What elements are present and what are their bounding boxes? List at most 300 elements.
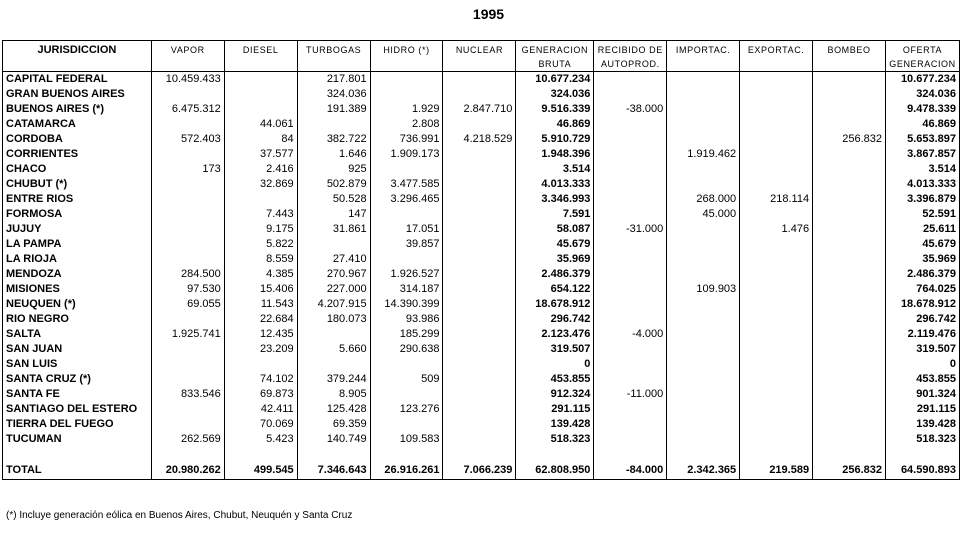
value-cell xyxy=(443,417,516,432)
value-cell: 46.869 xyxy=(885,117,959,132)
value-cell xyxy=(813,432,886,447)
table-row xyxy=(3,177,960,192)
value-cell: 2.416 xyxy=(224,162,297,177)
value-cell xyxy=(443,72,516,88)
table-row xyxy=(3,417,960,432)
value-cell: 217.801 xyxy=(297,72,370,88)
value-cell: 12.435 xyxy=(224,327,297,342)
value-cell: -4.000 xyxy=(594,327,667,342)
value-cell: 9.478.339 xyxy=(885,102,959,117)
column-header xyxy=(516,41,594,72)
column-header-line1: RECIBIDO DE xyxy=(597,45,663,55)
value-cell: 291.115 xyxy=(516,402,594,417)
value-cell xyxy=(813,402,886,417)
value-cell xyxy=(667,177,740,192)
value-cell xyxy=(667,297,740,312)
value-cell: 382.722 xyxy=(297,132,370,147)
column-header-line1: DIESEL xyxy=(242,45,279,55)
value-cell xyxy=(667,117,740,132)
value-cell xyxy=(370,417,443,432)
table-row xyxy=(3,147,960,162)
value-cell xyxy=(740,357,813,372)
value-cell: 3.346.993 xyxy=(516,192,594,207)
value-cell xyxy=(740,342,813,357)
value-cell: 3.296.465 xyxy=(370,192,443,207)
table-row xyxy=(3,402,960,417)
value-cell: 185.299 xyxy=(370,327,443,342)
value-cell xyxy=(151,312,224,327)
value-cell: 22.684 xyxy=(224,312,297,327)
total-value: 7.346.643 xyxy=(297,461,370,480)
value-cell: 5.660 xyxy=(297,342,370,357)
value-cell: 69.873 xyxy=(224,387,297,402)
value-cell: 139.428 xyxy=(885,417,959,432)
value-cell xyxy=(151,372,224,387)
value-cell: 379.244 xyxy=(297,372,370,387)
value-cell xyxy=(443,192,516,207)
table-row xyxy=(3,342,960,357)
column-header-line1: NUCLEAR xyxy=(455,45,504,55)
value-cell xyxy=(443,282,516,297)
value-cell xyxy=(443,387,516,402)
value-cell: 3.514 xyxy=(516,162,594,177)
value-cell xyxy=(813,282,886,297)
value-cell: 109.583 xyxy=(370,432,443,447)
value-cell: 3.477.585 xyxy=(370,177,443,192)
value-cell: 9.516.339 xyxy=(516,102,594,117)
total-value: 2.342.365 xyxy=(667,461,740,480)
total-row xyxy=(3,461,960,480)
total-value: 256.832 xyxy=(813,461,886,480)
value-cell: 5.423 xyxy=(224,432,297,447)
total-value: 20.980.262 xyxy=(151,461,224,480)
value-cell xyxy=(667,387,740,402)
value-cell: 93.986 xyxy=(370,312,443,327)
value-cell xyxy=(813,417,886,432)
total-value: 62.808.950 xyxy=(516,461,594,480)
value-cell: 319.507 xyxy=(516,342,594,357)
value-cell xyxy=(740,402,813,417)
value-cell: 46.869 xyxy=(516,117,594,132)
value-cell xyxy=(594,207,667,222)
value-cell xyxy=(443,312,516,327)
total-value: 26.916.261 xyxy=(370,461,443,480)
value-cell xyxy=(151,117,224,132)
value-cell: 296.742 xyxy=(885,312,959,327)
value-cell xyxy=(594,132,667,147)
value-cell xyxy=(813,267,886,282)
value-cell xyxy=(443,222,516,237)
value-cell: 314.187 xyxy=(370,282,443,297)
value-cell xyxy=(740,177,813,192)
value-cell: 5.822 xyxy=(224,237,297,252)
value-cell: 296.742 xyxy=(516,312,594,327)
jurisdiction-cell: SALTA xyxy=(3,327,152,342)
value-cell xyxy=(740,417,813,432)
value-cell: 324.036 xyxy=(297,87,370,102)
value-cell: 32.869 xyxy=(224,177,297,192)
value-cell: 35.969 xyxy=(516,252,594,267)
jurisdiction-cell: CHUBUT (*) xyxy=(3,177,152,192)
spacer-cell xyxy=(443,447,516,461)
value-cell: 3.867.857 xyxy=(885,147,959,162)
value-cell: 2.847.710 xyxy=(443,102,516,117)
table-row xyxy=(3,252,960,267)
value-cell: 74.102 xyxy=(224,372,297,387)
value-cell: 1.925.741 xyxy=(151,327,224,342)
value-cell xyxy=(594,162,667,177)
value-cell: 1.948.396 xyxy=(516,147,594,162)
value-cell xyxy=(813,237,886,252)
spacer-cell xyxy=(813,447,886,461)
value-cell xyxy=(297,117,370,132)
column-header-line1: VAPOR xyxy=(170,45,205,55)
value-cell xyxy=(443,357,516,372)
value-cell xyxy=(224,102,297,117)
value-cell xyxy=(594,342,667,357)
value-cell: 52.591 xyxy=(885,207,959,222)
value-cell xyxy=(740,132,813,147)
table-row xyxy=(3,387,960,402)
column-header xyxy=(813,41,886,72)
value-cell: -11.000 xyxy=(594,387,667,402)
table-row xyxy=(3,117,960,132)
value-cell: 50.528 xyxy=(297,192,370,207)
value-cell xyxy=(443,327,516,342)
value-cell xyxy=(443,87,516,102)
value-cell xyxy=(151,342,224,357)
value-cell: 17.051 xyxy=(370,222,443,237)
value-cell xyxy=(370,162,443,177)
value-cell: 256.832 xyxy=(813,132,886,147)
value-cell xyxy=(813,192,886,207)
value-cell: 509 xyxy=(370,372,443,387)
page-title: 1995 xyxy=(472,6,505,22)
value-cell xyxy=(740,312,813,327)
jurisdiction-cell: CATAMARCA xyxy=(3,117,152,132)
jurisdiction-cell: JUJUY xyxy=(3,222,152,237)
value-cell xyxy=(151,417,224,432)
table-row xyxy=(3,207,960,222)
value-cell xyxy=(667,432,740,447)
jurisdiction-cell: TIERRA DEL FUEGO xyxy=(3,417,152,432)
column-header xyxy=(3,41,152,72)
value-cell: 37.577 xyxy=(224,147,297,162)
value-cell: 324.036 xyxy=(885,87,959,102)
value-cell xyxy=(443,297,516,312)
value-cell: 69.359 xyxy=(297,417,370,432)
value-cell xyxy=(667,312,740,327)
value-cell xyxy=(297,237,370,252)
jurisdiction-cell: SAN JUAN xyxy=(3,342,152,357)
total-value: 64.590.893 xyxy=(885,461,959,480)
value-cell xyxy=(667,267,740,282)
jurisdiction-cell: BUENOS AIRES (*) xyxy=(3,102,152,117)
value-cell xyxy=(370,252,443,267)
spacer-cell xyxy=(151,447,224,461)
value-cell xyxy=(813,297,886,312)
value-cell: 27.410 xyxy=(297,252,370,267)
value-cell xyxy=(224,87,297,102)
value-cell xyxy=(224,72,297,88)
value-cell: 925 xyxy=(297,162,370,177)
jurisdiction-cell: MENDOZA xyxy=(3,267,152,282)
value-cell xyxy=(740,147,813,162)
value-cell xyxy=(594,297,667,312)
spacer-cell xyxy=(3,447,152,461)
value-cell xyxy=(443,147,516,162)
column-header-line1: TURBOGAS xyxy=(305,45,362,55)
jurisdiction-cell: LA PAMPA xyxy=(3,237,152,252)
value-cell xyxy=(594,267,667,282)
value-cell: 4.218.529 xyxy=(443,132,516,147)
value-cell xyxy=(813,147,886,162)
table-header-row xyxy=(3,41,960,72)
value-cell: 572.403 xyxy=(151,132,224,147)
column-header-line1: GENERACION xyxy=(521,45,589,55)
value-cell: 10.459.433 xyxy=(151,72,224,88)
value-cell xyxy=(443,207,516,222)
value-cell: 39.857 xyxy=(370,237,443,252)
value-cell: 4.385 xyxy=(224,267,297,282)
column-header xyxy=(740,41,813,72)
value-cell: 44.061 xyxy=(224,117,297,132)
jurisdiction-cell: CORDOBA xyxy=(3,132,152,147)
value-cell: 14.390.399 xyxy=(370,297,443,312)
value-cell xyxy=(224,357,297,372)
total-value: 7.066.239 xyxy=(443,461,516,480)
value-cell: 4.207.915 xyxy=(297,297,370,312)
column-header-line1: OFERTA xyxy=(902,45,943,55)
jurisdiction-cell: TUCUMAN xyxy=(3,432,152,447)
column-header-line1: EXPORTAC. xyxy=(747,45,805,55)
value-cell: 140.749 xyxy=(297,432,370,447)
value-cell: 8.559 xyxy=(224,252,297,267)
value-cell: 0 xyxy=(516,357,594,372)
value-cell xyxy=(370,357,443,372)
value-cell: 84 xyxy=(224,132,297,147)
value-cell: 180.073 xyxy=(297,312,370,327)
value-cell: 218.114 xyxy=(740,192,813,207)
value-cell xyxy=(594,237,667,252)
value-cell xyxy=(813,117,886,132)
value-cell: 7.443 xyxy=(224,207,297,222)
column-header xyxy=(443,41,516,72)
value-cell xyxy=(370,72,443,88)
value-cell xyxy=(594,432,667,447)
jurisdiction-cell: NEUQUEN (*) xyxy=(3,297,152,312)
table-row xyxy=(3,192,960,207)
value-cell: 453.855 xyxy=(885,372,959,387)
value-cell xyxy=(667,357,740,372)
value-cell xyxy=(813,102,886,117)
value-cell xyxy=(667,342,740,357)
value-cell: 290.638 xyxy=(370,342,443,357)
value-cell xyxy=(740,72,813,88)
value-cell xyxy=(740,387,813,402)
column-header-line2: GENERACION xyxy=(889,59,956,69)
value-cell: 284.500 xyxy=(151,267,224,282)
value-cell xyxy=(443,177,516,192)
value-cell: 25.611 xyxy=(885,222,959,237)
value-cell: -38.000 xyxy=(594,102,667,117)
value-cell xyxy=(667,162,740,177)
value-cell xyxy=(594,177,667,192)
spacer-cell xyxy=(740,447,813,461)
value-cell: 10.677.234 xyxy=(516,72,594,88)
value-cell xyxy=(443,372,516,387)
value-cell xyxy=(813,207,886,222)
value-cell: 1.926.527 xyxy=(370,267,443,282)
value-cell: 764.025 xyxy=(885,282,959,297)
value-cell: 324.036 xyxy=(516,87,594,102)
value-cell xyxy=(740,87,813,102)
value-cell xyxy=(594,72,667,88)
value-cell xyxy=(443,252,516,267)
value-cell xyxy=(151,357,224,372)
value-cell: 8.905 xyxy=(297,387,370,402)
column-header-line2: BRUTA xyxy=(538,59,572,69)
value-cell: 147 xyxy=(297,207,370,222)
spacer-cell xyxy=(297,447,370,461)
value-cell: 97.530 xyxy=(151,282,224,297)
value-cell: 2.486.379 xyxy=(516,267,594,282)
value-cell xyxy=(151,192,224,207)
value-cell xyxy=(740,282,813,297)
table-row xyxy=(3,312,960,327)
value-cell xyxy=(151,402,224,417)
value-cell: 4.013.333 xyxy=(885,177,959,192)
value-cell: 31.861 xyxy=(297,222,370,237)
value-cell xyxy=(151,177,224,192)
value-cell: 5.910.729 xyxy=(516,132,594,147)
table-row xyxy=(3,222,960,237)
value-cell: 173 xyxy=(151,162,224,177)
value-cell xyxy=(813,87,886,102)
table-row xyxy=(3,87,960,102)
table-row xyxy=(3,72,960,88)
value-cell: 35.969 xyxy=(885,252,959,267)
value-cell: 3.396.879 xyxy=(885,192,959,207)
value-cell xyxy=(594,252,667,267)
value-cell: 45.000 xyxy=(667,207,740,222)
value-cell: 2.808 xyxy=(370,117,443,132)
value-cell: 2.119.476 xyxy=(885,327,959,342)
spacer-cell xyxy=(594,447,667,461)
column-header-line1: IMPORTAC. xyxy=(675,45,731,55)
value-cell xyxy=(667,132,740,147)
value-cell xyxy=(667,72,740,88)
table-row xyxy=(3,132,960,147)
column-header-line1: BOMBEO xyxy=(827,45,871,55)
value-cell: 42.411 xyxy=(224,402,297,417)
value-cell xyxy=(594,147,667,162)
value-cell: 69.055 xyxy=(151,297,224,312)
spacer-cell xyxy=(667,447,740,461)
value-cell: 45.679 xyxy=(885,237,959,252)
value-cell xyxy=(297,327,370,342)
column-header xyxy=(667,41,740,72)
value-cell xyxy=(740,207,813,222)
value-cell: 1.476 xyxy=(740,222,813,237)
value-cell: 125.428 xyxy=(297,402,370,417)
value-cell xyxy=(370,207,443,222)
value-cell: 7.591 xyxy=(516,207,594,222)
value-cell: 5.653.897 xyxy=(885,132,959,147)
value-cell xyxy=(740,372,813,387)
column-header xyxy=(885,41,959,72)
spacer-cell xyxy=(885,447,959,461)
value-cell xyxy=(594,117,667,132)
column-header-line2: AUTOPROD. xyxy=(600,59,660,69)
total-value: 219.589 xyxy=(740,461,813,480)
value-cell xyxy=(813,357,886,372)
jurisdiction-cell: GRAN BUENOS AIRES xyxy=(3,87,152,102)
value-cell: 1.929 xyxy=(370,102,443,117)
value-cell xyxy=(667,327,740,342)
value-cell: 123.276 xyxy=(370,402,443,417)
value-cell: 139.428 xyxy=(516,417,594,432)
value-cell xyxy=(667,417,740,432)
value-cell xyxy=(667,372,740,387)
total-label: TOTAL xyxy=(3,461,152,480)
value-cell xyxy=(740,432,813,447)
value-cell: 912.324 xyxy=(516,387,594,402)
value-cell xyxy=(740,162,813,177)
value-cell xyxy=(151,237,224,252)
value-cell xyxy=(151,147,224,162)
jurisdiction-cell: ENTRE RIOS xyxy=(3,192,152,207)
table-row xyxy=(3,237,960,252)
spacer-cell xyxy=(370,447,443,461)
table-row xyxy=(3,357,960,372)
value-cell xyxy=(594,312,667,327)
column-header xyxy=(224,41,297,72)
jurisdiction-cell: CORRIENTES xyxy=(3,147,152,162)
spacer-row xyxy=(3,447,960,461)
value-cell xyxy=(813,372,886,387)
value-cell xyxy=(594,402,667,417)
value-cell xyxy=(813,342,886,357)
value-cell: 4.013.333 xyxy=(516,177,594,192)
value-cell: 191.389 xyxy=(297,102,370,117)
value-cell xyxy=(594,357,667,372)
value-cell: 502.879 xyxy=(297,177,370,192)
value-cell xyxy=(813,312,886,327)
value-cell xyxy=(813,222,886,237)
value-cell xyxy=(813,177,886,192)
jurisdiction-cell: CAPITAL FEDERAL xyxy=(3,72,152,88)
column-header xyxy=(370,41,443,72)
value-cell xyxy=(740,297,813,312)
value-cell: 518.323 xyxy=(885,432,959,447)
value-cell xyxy=(443,432,516,447)
value-cell: 262.569 xyxy=(151,432,224,447)
value-cell xyxy=(740,252,813,267)
column-header xyxy=(594,41,667,72)
value-cell xyxy=(443,402,516,417)
value-cell: 109.903 xyxy=(667,282,740,297)
column-header-line1: HIDRO (*) xyxy=(383,45,430,55)
jurisdiction-cell: SAN LUIS xyxy=(3,357,152,372)
value-cell: 10.677.234 xyxy=(885,72,959,88)
value-cell xyxy=(740,102,813,117)
value-cell: 1.919.462 xyxy=(667,147,740,162)
value-cell xyxy=(297,357,370,372)
value-cell xyxy=(443,342,516,357)
value-cell xyxy=(594,372,667,387)
value-cell xyxy=(594,282,667,297)
